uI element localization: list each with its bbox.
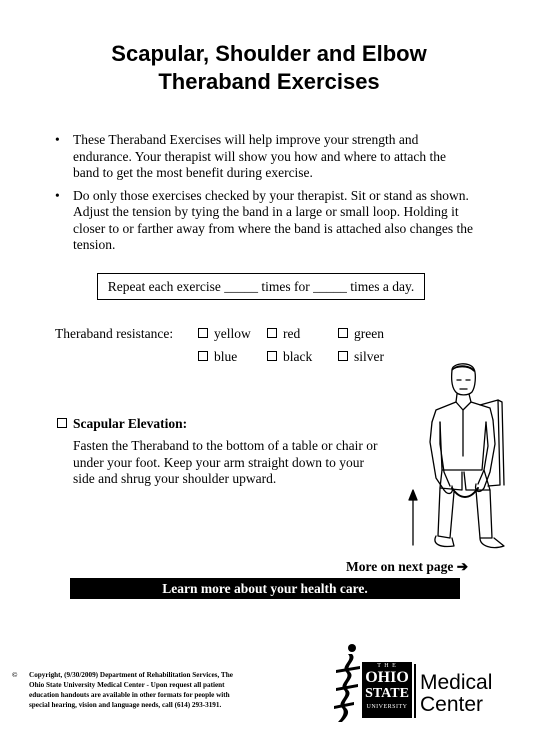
checkbox-icon[interactable] xyxy=(338,328,348,338)
instructions-list xyxy=(55,132,475,260)
checkbox-icon[interactable] xyxy=(57,418,67,428)
logo-medical-text: Medical xyxy=(420,671,493,694)
resistance-option-blue[interactable]: blue xyxy=(198,349,237,366)
instruction-bullet-2: • Do only those exercises checked by your therapist. Sit or stand as shown. Adjust the tension by tying the band in a large or small loop. Holding it closer to or farther away from where the band is attached also changes the tension. xyxy=(55,188,475,254)
health-care-banner: Learn more about your health care. xyxy=(70,578,460,599)
more-on-next-page: More on next page ➔ xyxy=(346,559,469,574)
exercise-description: Fasten the Theraband to the bottom of a table or chair or under your foot. Keep your arm straight down to your side and shrug your shoulder upward. xyxy=(73,438,378,486)
checkbox-icon[interactable] xyxy=(198,351,208,361)
checkbox-icon[interactable] xyxy=(338,351,348,361)
resistance-option-yellow[interactable]: yellow xyxy=(198,326,251,343)
seated-exercise-illustration xyxy=(400,360,515,560)
logo-divider xyxy=(414,664,416,718)
ohio-state-block: T H E OHIO STATE UNIVERSITY xyxy=(362,662,412,718)
exercise-heading[interactable]: Scapular Elevation: xyxy=(57,416,187,433)
osu-medical-center-logo xyxy=(330,642,500,724)
resistance-option-green[interactable]: green xyxy=(338,326,384,343)
instruction-bullet-1: • These Theraband Exercises will help improve your strength and endurance. Your therapist will show you how and where to attach the band to get the most benefit during exercise. xyxy=(55,132,475,182)
resistance-option-red[interactable]: red xyxy=(267,326,300,343)
logo-center-text: Center xyxy=(420,693,484,716)
checkbox-icon[interactable] xyxy=(267,351,277,361)
resistance-option-black[interactable]: black xyxy=(267,349,312,366)
page-title-line-1: Scapular, Shoulder and Elbow xyxy=(111,41,427,66)
repeat-instructions-box: Repeat each exercise _____ times for _____ times a day. xyxy=(97,273,425,300)
copyright-notice: © Copyright, (9/30/2009) Department of Rehabilitation Services, The Ohio State University Medical Center - Upon request all patient education handouts are available in other formats for people with special hearing, vision and language needs, call (614) 293-3191. xyxy=(12,671,233,709)
checkbox-icon[interactable] xyxy=(198,328,208,338)
resistance-label: Theraband resistance: xyxy=(55,326,174,341)
resistance-option-silver[interactable]: silver xyxy=(338,349,384,366)
copyright-mark: © xyxy=(12,671,18,679)
checkbox-icon[interactable] xyxy=(267,328,277,338)
arrow-right-icon: ➔ xyxy=(456,559,469,574)
page-title-line-2: Theraband Exercises xyxy=(158,69,380,94)
